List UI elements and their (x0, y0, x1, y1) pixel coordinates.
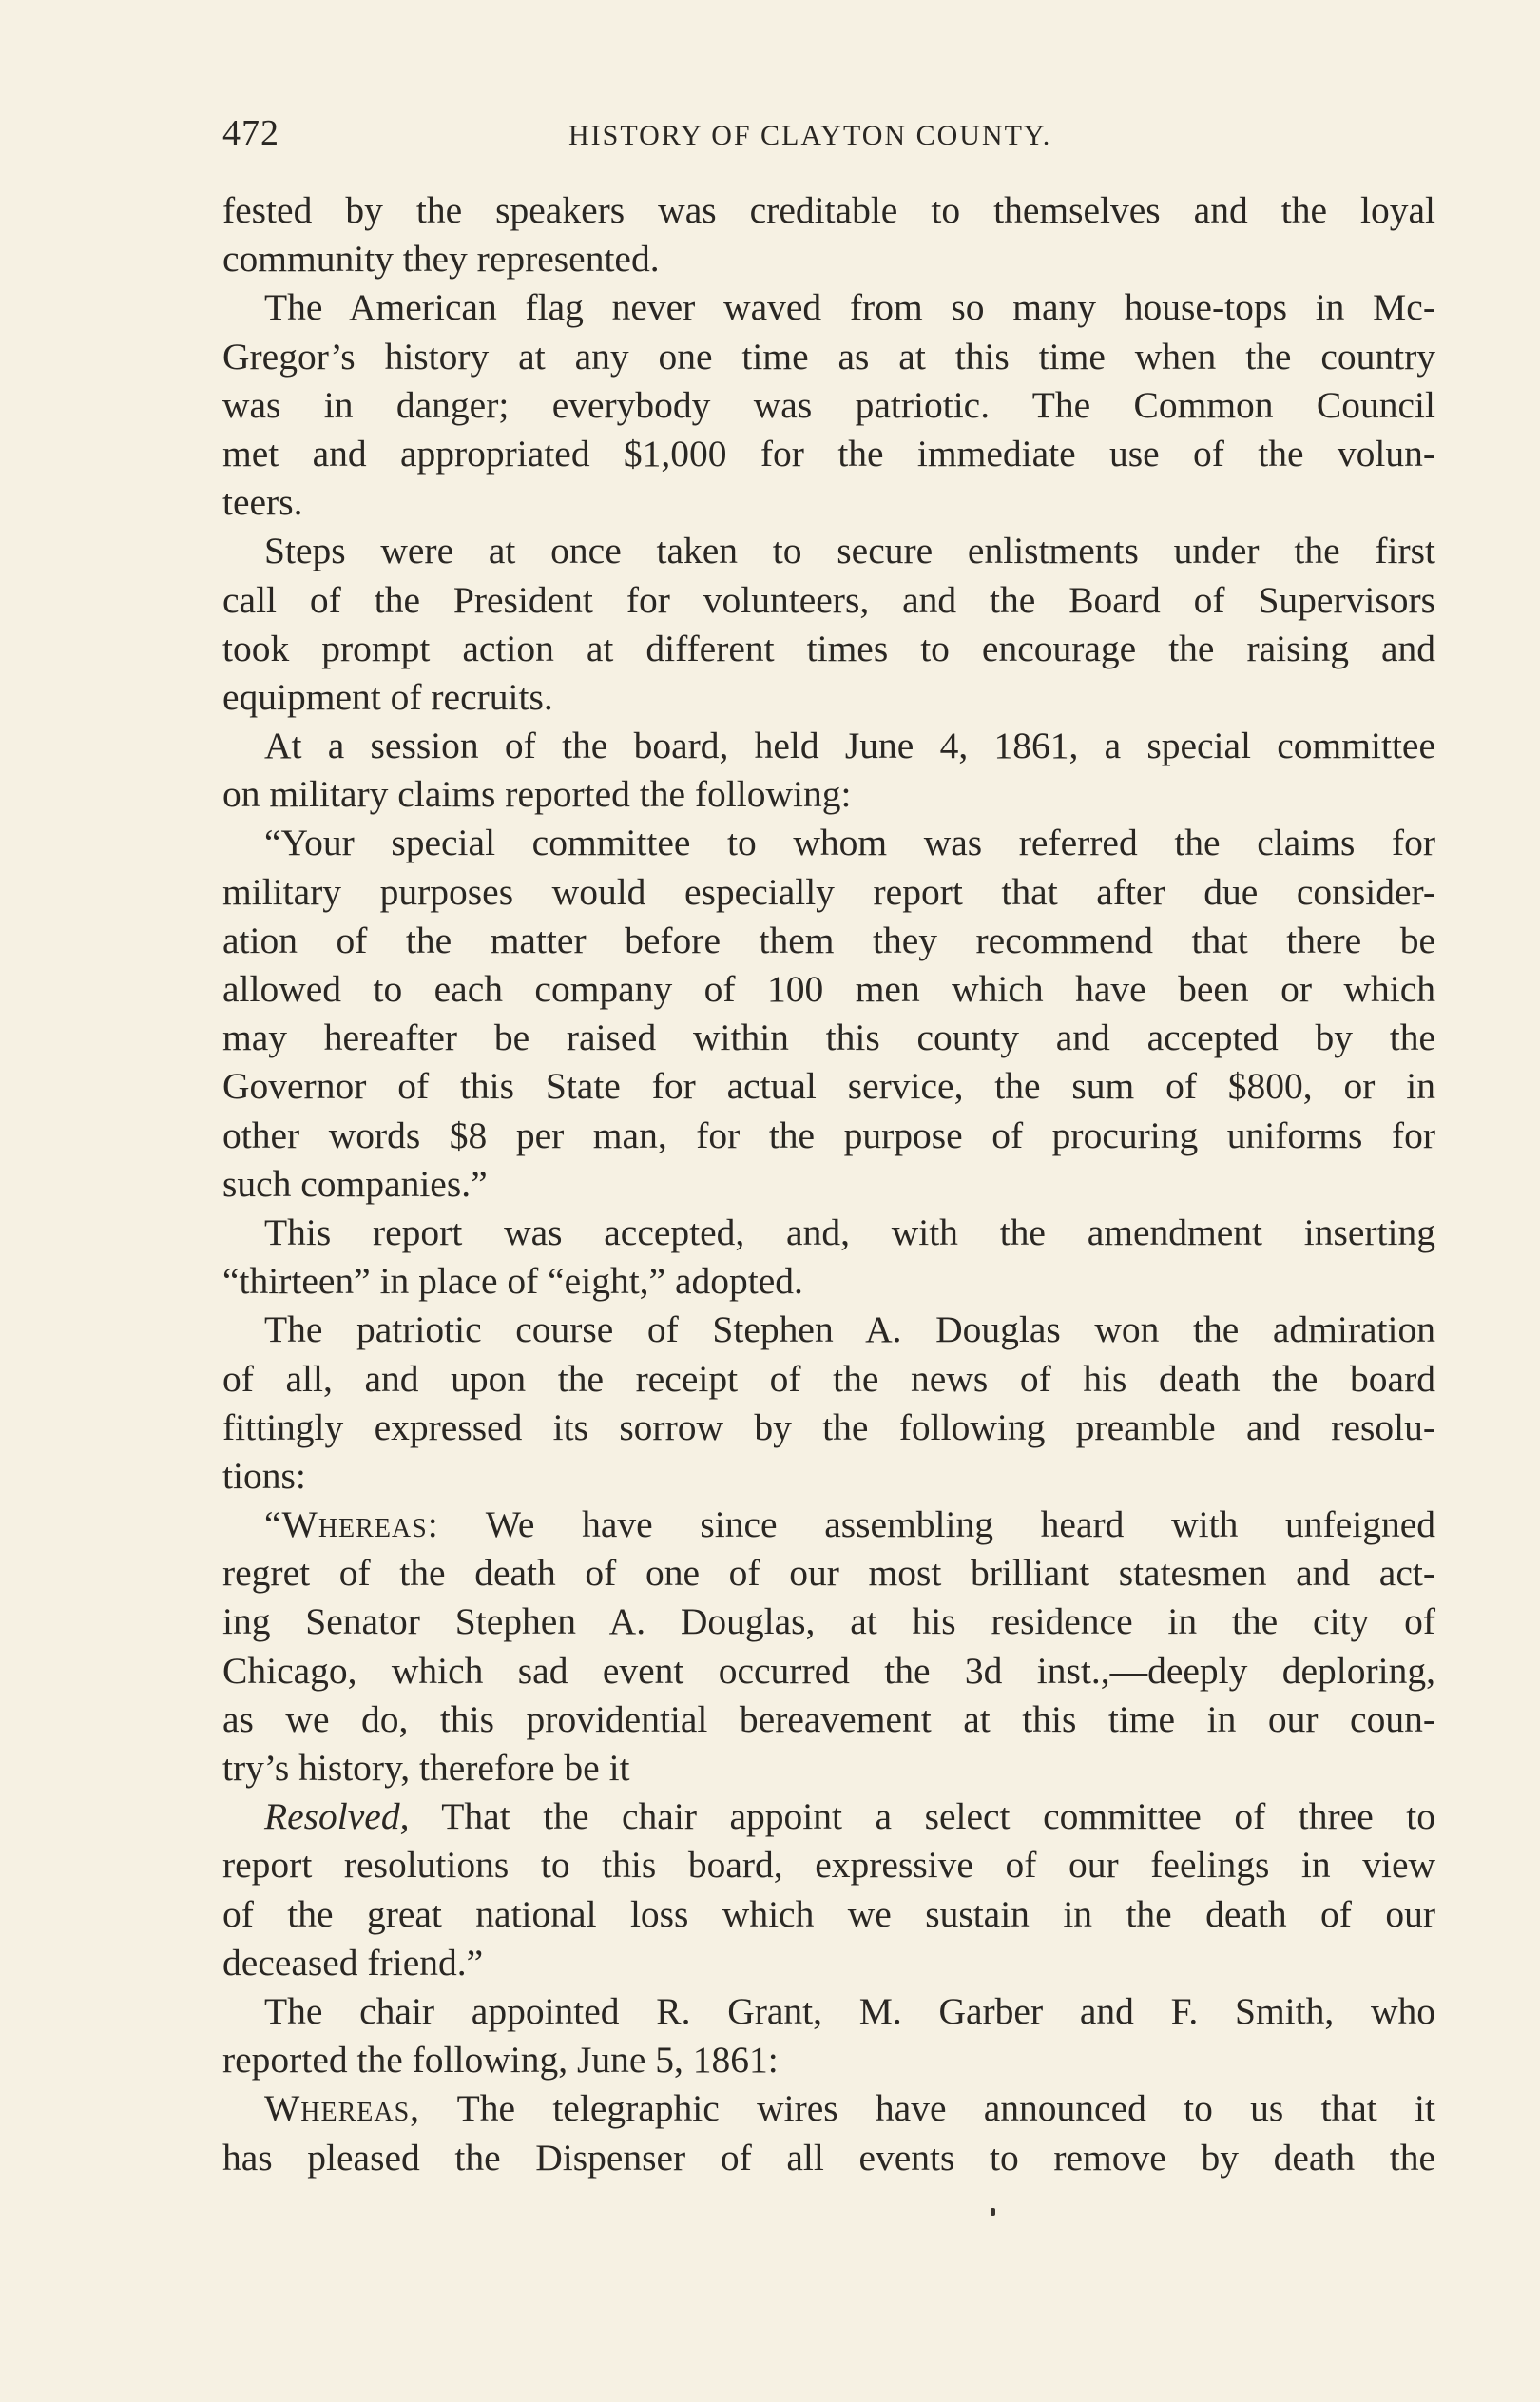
text-line: Whereas, The telegraphic wires have announced to us that it (264, 2087, 1435, 2130)
text-line: such companies.” (222, 1162, 488, 1205)
text-line: Steps were at once taken to secure enlistments under the first (264, 530, 1435, 572)
text-line: Resolved, That the chair appoint a select committee of three to (264, 1795, 1435, 1838)
text-line: report resolutions to this board, expressive of our feelings in view (222, 1844, 1435, 1887)
text-line: “thirteen” in place of “eight,” adopted. (222, 1260, 803, 1303)
text-line: reported the following, June 5, 1861: (222, 2039, 779, 2082)
text-line: ation of the matter before them they recommend that there be (222, 919, 1435, 961)
text-line: “Your special committee to whom was referred the claims for (264, 822, 1435, 864)
text-line: Gregor’s history at any one time as at this time when the country (222, 335, 1435, 378)
running-head: HISTORY OF CLAYTON COUNTY. (568, 120, 1052, 151)
text-line: teers. (222, 481, 303, 524)
page-header (222, 112, 1435, 165)
text-line: as we do, this providential bereavement at this time in our coun- (222, 1697, 1435, 1740)
text-line: This report was accepted, and, with the amendment inserting (264, 1211, 1435, 1253)
text-line: was in danger; everybody was patriotic. The Common Council (222, 383, 1435, 426)
text-line: allowed to each company of 100 men which have been or which (222, 968, 1435, 1010)
page-number: 472 (222, 113, 279, 153)
text-line: tions: (222, 1454, 306, 1497)
text-line: military purposes would especially report that after due consider- (222, 870, 1435, 913)
text-line: has pleased the Dispenser of all events to remove by death the (222, 2136, 1435, 2179)
text-line: on military claims reported the following: (222, 773, 852, 816)
text-line: Chicago, which sad event occurred the 3d inst.,—deeply deploring, (222, 1649, 1435, 1692)
ink-speck (991, 2208, 995, 2216)
text-line: of all, and upon the receipt of the news of his death the board (222, 1357, 1435, 1400)
text-line: took prompt action at different times to encourage the raising and (222, 627, 1435, 669)
body-text (222, 186, 1435, 2182)
text-line: call of the President for volunteers, and the Board of Supervisors (222, 578, 1435, 621)
text-line: The patriotic course of Stephen A. Douglas won the admiration (264, 1308, 1435, 1351)
text-line: of the great national loss which we sustain in the death of our (222, 1892, 1435, 1935)
text-line: other words $8 per man, for the purpose of procuring uniforms for (222, 1114, 1435, 1156)
text-line: The chair appointed R. Grant, M. Garber and F. Smith, who (264, 1989, 1435, 2032)
text-line: may hereafter be raised within this county and accepted by the (222, 1017, 1435, 1059)
text-line: Governor of this State for actual service, the sum of $800, or in (222, 1065, 1435, 1108)
text-line: try’s history, therefore be it (222, 1747, 630, 1789)
whereas-label: “Whereas: (264, 1503, 439, 1546)
resolved-label: Resolved, (264, 1795, 410, 1838)
text-line: met and appropriated $1,000 for the immediate use of the volun- (222, 432, 1435, 475)
text-line: fested by the speakers was creditable to themselves and the loyal (222, 189, 1435, 231)
text-line: ing Senator Stephen A. Douglas, at his residence in the city of (222, 1600, 1435, 1643)
text-line: fittingly expressed its sorrow by the following preamble and resolu- (222, 1405, 1435, 1448)
whereas-label: Whereas, (264, 2087, 421, 2130)
text-line: regret of the death of one of our most brilliant statesmen and act- (222, 1552, 1435, 1595)
text-line: At a session of the board, held June 4, 1861, a special committee (264, 725, 1435, 767)
text-line: deceased friend.” (222, 1941, 484, 1984)
text-line: The American flag never waved from so many house-tops in Mc- (264, 286, 1435, 329)
text-line: “Whereas: We have since assembling heard with unfeigned (264, 1503, 1435, 1546)
text-line: equipment of recruits. (222, 675, 553, 718)
text-line: community they represented. (222, 238, 660, 281)
